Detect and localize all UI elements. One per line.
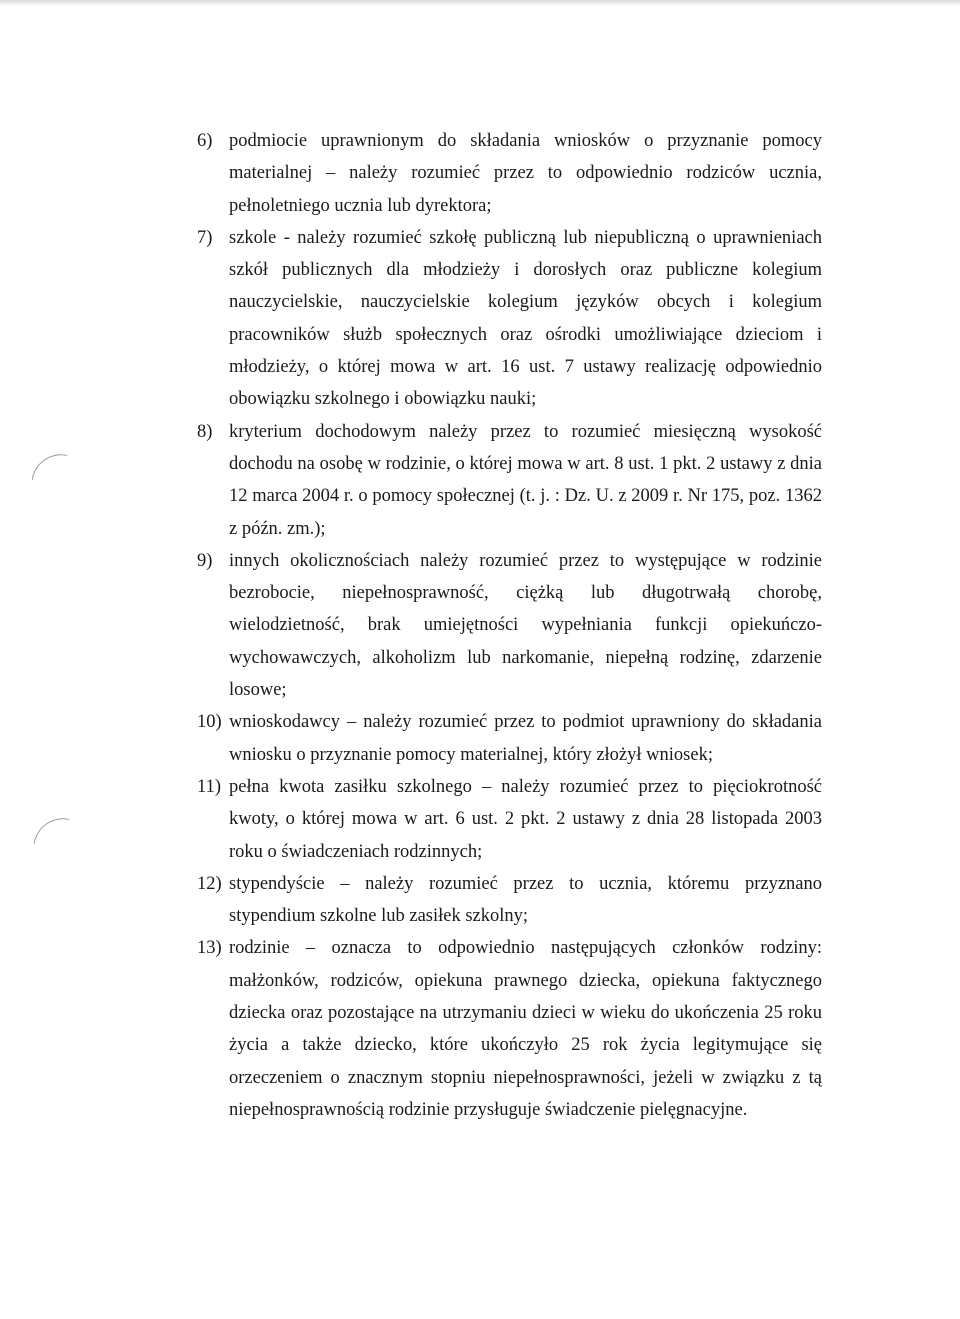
margin-pencil-mark bbox=[32, 450, 68, 486]
definitions-list bbox=[197, 125, 822, 1126]
definition-item-9 bbox=[197, 545, 822, 706]
definition-item-10 bbox=[197, 706, 822, 771]
item-number: 6) bbox=[197, 131, 213, 151]
definition-item-13 bbox=[197, 932, 822, 1126]
item-number: 7) bbox=[197, 227, 213, 248]
item-text: szkole - należy rozumieć szkołę publiczną lub niepubliczną o uprawnieniach szkół publicznych dla młodzieży i dorosłych oraz publiczne kolegium nauczycielskie, nauczycielskie kolegium języków obcych i kolegium pracowników służb społecznych oraz ośrodki umożliwiające dzieciom i młodzieży, o której mowa w art. 16 ust. 7 ustawy realizację odpowiednio obowiązku szkolnego i obowiązku nauki; bbox=[229, 227, 822, 410]
item-number: 13) bbox=[197, 938, 222, 959]
item-text: rodzinie – oznacza to odpowiednio następujących członków rodziny: małżonków, rodziców, opiekuna prawnego dziecka, opiekuna faktycznego dziecka oraz pozostające na utrzymaniu dzieci w wieku do ukończenia 25 roku życia a także dziecko, które ukończyło 25 rok życia legitymujące się orzeczeniem o znacznym stopniu niepełnosprawności, jeżeli w związku z tą niepełnosprawnością rodzinie przysługuje świadczenie pielęgnacyjne. bbox=[229, 938, 822, 1120]
definition-item-12 bbox=[197, 868, 822, 933]
item-number: 10) bbox=[197, 712, 222, 733]
definition-item-6 bbox=[197, 125, 822, 222]
definition-item-7 bbox=[197, 222, 822, 416]
item-text: wnioskodawcy – należy rozumieć przez to podmiot uprawniony do składania wniosku o przyznanie pomocy materialnej, który złożył wniosek; bbox=[229, 712, 822, 765]
definition-item-11 bbox=[197, 771, 822, 868]
item-text: innych okolicznościach należy rozumieć przez to występujące w rodzinie bezrobocie, niepełnosprawność, ciężką lub długotrwałą chorobę, wielodzietność, brak umiejętności wypełniania funkcji opiekuńczo-wychowawczych, alkoholizm lub narkomanie, niepełną rodzinę, zdarzenie losowe; bbox=[229, 550, 822, 701]
margin-pencil-mark bbox=[34, 814, 70, 850]
item-number: 9) bbox=[197, 550, 213, 571]
item-text: pełna kwota zasiłku szkolnego – należy rozumieć przez to pięciokrotność kwoty, o której mowa w art. 6 ust. 2 pkt. 2 ustawy z dnia 28 listopada 2003 roku o świadczeniach rodzinnych; bbox=[229, 776, 822, 862]
item-number: 8) bbox=[197, 421, 213, 442]
item-number: 11) bbox=[197, 776, 221, 797]
item-number: 12) bbox=[197, 873, 222, 894]
item-text: podmiocie uprawnionym do składania wniosków o przyznanie pomocy materialnej – należy rozumieć przez to odpowiednio rodziców ucznia, pełnoletniego ucznia lub dyrektora; bbox=[229, 131, 822, 216]
item-text: stypendyście – należy rozumieć przez to ucznia, któremu przyznano stypendium szkolne lub zasiłek szkolny; bbox=[229, 873, 822, 927]
item-text: kryterium dochodowym należy przez to rozumieć miesięczną wysokość dochodu na osobę w rodzinie, o której mowa w art. 8 ust. 1 pkt. 2 ustawy z dnia 12 marca 2004 r. o pomocy społecznej (t. j. : Dz. U. z 2009 r. Nr 175, poz. 1362 z późn. zm.); bbox=[229, 421, 822, 539]
definition-item-8 bbox=[197, 416, 822, 545]
scan-edge-shadow bbox=[0, 0, 960, 6]
